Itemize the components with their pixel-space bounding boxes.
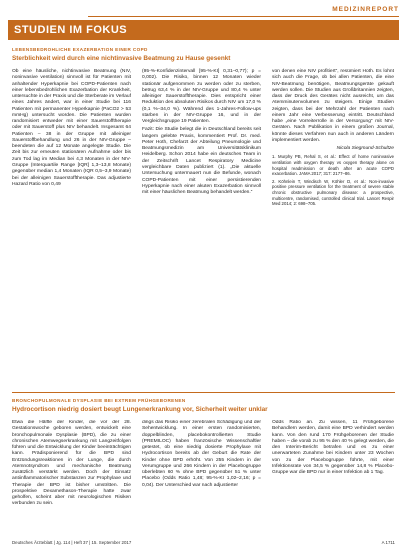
reference-item: 1. Murphy PB, Rehal S, et al.: Effect of home noninvasive ventilation with oxygen therapy vs oxygen therapy alone on hospital readmission or death after an acute COPD exacerbation. JAMA 2017; 317: 2177–86. xyxy=(272,154,394,177)
references-list xyxy=(272,154,394,206)
article1-column-3 xyxy=(272,69,394,209)
article1-headline: Sterblichkeit wird durch eine nichtinvasive Beatmung zu Hause gesenkt xyxy=(12,55,231,62)
section-banner xyxy=(8,20,399,40)
article2-body-3: Odds Ratio an. Zu wissen, 11 Frühgeborene Behandlern werden, damit eine BPD verhindert werden kann. Von den rund 170 Frühgeborenen der Studie haben – die vorab zu 95 % den 40 % gelegt werden, die den Interim-Bericht betrafen und es zu einer unerwarteten Zunahme bei Kindern unter 23 Wochen von zu der Placebogruppe führte, mit einer Infektionsrate von 34,5 % gegenüber 14,8 % Placebo-Gruppe war die BPD nur in einer Infektion ab 1 Tag. xyxy=(272,420,394,476)
article1-body-2: (95-%-Konfidenzintervall [95-%-KI] 0,31–0,77); p = 0,002). Die Risiko, binnen 12 Monaten wieder stationär aufgenommen zu werden oder zu sterben, betrug 63,4 % in der NIV-Gruppe und 80,4 % unter alleiniger Sauerstofftherapie. Dies entspricht einer Reduktion des absoluten Risikos durch NIV um 17,0 % (0,1 %–34,0 %). Während des 1-Jahres-Follow-ups starben in der NIV-Gruppe 16, und in der Vergleichsgruppe 19 Patienten. xyxy=(142,69,261,125)
article1-body-3: von denen eine NIV profitiert“, resümiert Hoth. Es lohnt sich auch die Frage, ob bei allen Patienten, die eine NIV-Beatmung benötigen, Beatmungsgeräte gekauft werden sollen. Die Studien aus Großbritannien zeigten, dass der Druck des Gerätes nicht ausreicht, um das Atemminutenvolumen zu steigern. Einige Studien zeigten, dass bei der Mehrzahl der Patienten nach einem Jahr eine Verbesserung eintritt. Deutschland habe „eine Vorreiterrolle in der Versorgung“ mit NIV-Geräten. Nach Publikation in einem großen Journal, könnte dieses Verfahren nun auch in anderen Ländern implementiert werden. xyxy=(272,69,394,143)
article2-column-2 xyxy=(142,420,261,528)
article2-body-2: dings das Risiko einer zerebralen Schädigung und der Sehentwicklung. In einer ersten randomisierten, doppelblinden, placebokontrollierten Studie (PREMILOC) haben französische Wissenschaftler getestet, ob eine niedrig dosierte Prophylaxe mit Hydrocortison bereits ab der Geburt die Rate der Kinder ohne BPD erhöht. Von 255 Kindern in der Verumgruppe und 266 Kindern in der Placebogruppe überlebten 60 % ohne BPD gegenüber 51 % unter Placebo (Odds Ratio 1,48; 95-%-KI 1,02–2,16; p = 0,04). Der Unterschied war nach adjustierter xyxy=(142,420,261,488)
article1-body-1: Ob eine häusliche, nichtinvasive Beatmung (NIV, noninvasive ventilation) sinnvoll ist für Patienten mit anhaltender Hyperkapnie bei COPD-Patienten nach einer lebensbedrohlichen Exazerbation der Krankheit, untersuchte in der Praxis und die Sterberate im Verlauf eines Jahres ändert, war in einer Studie bei 116 Patienten mit permanenter Hyperkapnie (PaCO2 > 53 mmHg) untersucht worden. Die Patienten wurden randomisiert entweder mit einer Sauerstofftherapie oder mit Sauerstoff plus NIV behandelt. Insgesamt 64 Patienten – 38 in der Gruppe mit alleiniger Sauerstoffbehandlung und 26 in der NIV-Gruppe – beendeten die auf 12 Monate angelegte Studie. Die Zeit bis zur erneuten stationären Aufnahme oder bis zum Tod lag im Median bei 4,3 Monaten in der NIV-Gruppe (Interquartile Range [IQR] 1,3–13,8 Monate) gegenüber median 1,4 Monaten (IQR 0,5–3,9 Monate) bei der alleinigen Sauerstofftherapie. Das adjustierte Hazard Ratio von 0,49 xyxy=(12,69,131,187)
page-number: A 1711 xyxy=(381,540,395,545)
article2-headline: Hydrocortison niedrig dosiert beugt Lungenerkrankung vor, Sicherheit weiter unklar xyxy=(12,406,268,413)
article1-kicker: LEBENSBEDROHLICHE EXAZERBATION EINER COPD xyxy=(12,47,148,52)
header-rule xyxy=(88,16,399,17)
article2-kicker: BRONCHOPULMONALE DYSPLASIE BEI EXTREM FRÜHGEBORENEN xyxy=(12,398,186,403)
article1-column-1 xyxy=(12,69,131,190)
article-divider xyxy=(12,392,395,393)
article1-column-2 xyxy=(142,69,261,198)
article2-column-3 xyxy=(272,420,394,528)
banner-title: STUDIEN IM FOKUS xyxy=(14,24,128,36)
article1-signature: Nicola Siegmund-Schultze xyxy=(336,146,394,152)
article1-fazit: Fazit: Die Studie belegt die in Deutschland bereits seit langem gelebte Praxis, kommentiert Prof. Dr. med. Peter Hoth, Chefarzt der Abteilung Pneumologie und Beatmungsmedizin am Universitätsklinikum Heidelberg. Schon 2014 habe ein deutsches Team in der Zeitschrift Lancet Respiratory Medicine vergleichbare Daten publiziert (1). „Die aktuelle Untersuchung untermauert nun die Befunde, wonach COPD-Patienten mit einer persistierenden Hyperkapnie nach einer akuten Exazerbation sinnvoll mit einer häuslichen Beatmung behandelt werden.“ xyxy=(142,127,261,196)
footer-citation: Deutsches Ärzteblatt | Jg. 114 | Heft 37 | 15. September 2017 xyxy=(12,540,132,545)
section-label: MEDIZINREPORT xyxy=(332,6,399,13)
article2-body-1: Etwa die Hälfte der Kinder, die vor der 28. Gestationswoche geboren werden, entwickelt eine bronchopulmonale Dysplasie (BPD), die zu einer chronischen Atemwegserkrankung mit Langzeitfolgen führen und die Entwicklung der Kinder beeinträchtigen kann. Prädisponierend für die BPD sind Entzündungsreaktionen in der Lunge, die durch Atemnotsyndrom und mechanische Beatmung zusätzlich verstärkt werden. Doch der Einsatz antiinflammatorischer Substanzen zur Prophylaxe und Therapie der BPD ist bisher umstritten. Die prospektive Dexamethason-Therapie hatte zwar geholfen, scheint aber mit neurologischen Risiken verbunden zu sein. xyxy=(12,420,131,507)
reference-item: 2. Köhnlein T, Windisch W, Köhler D, et al.: Non-invasive positive pressure ventilation for the treatment of severe stable chronic obstructive pulmonary disease: a prospective, multicentre, randomised, controlled clinical trial. Lancet Respir Med 2014; 2: 698–705. xyxy=(272,178,394,207)
article2-column-1 xyxy=(12,420,131,528)
